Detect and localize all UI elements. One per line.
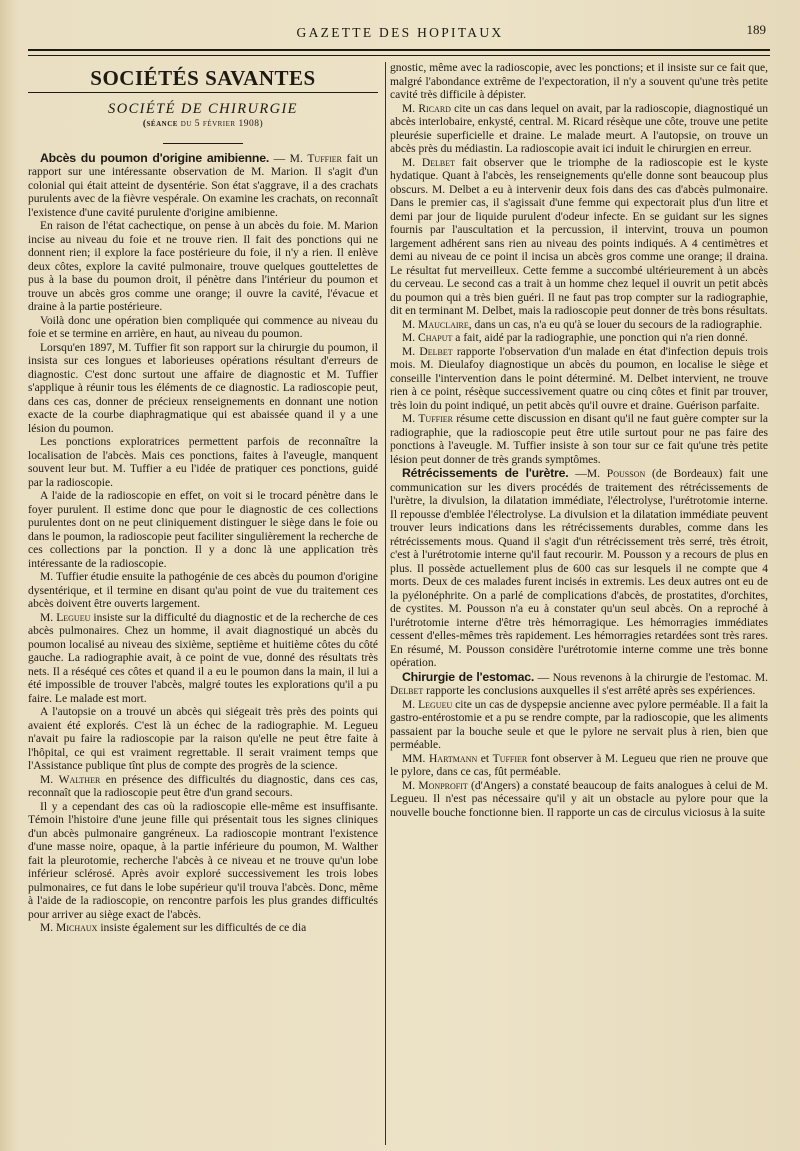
section-rule — [28, 92, 378, 93]
author-name: Mauclaire — [418, 318, 469, 331]
session-date-text: du 5 février 1908) — [180, 119, 264, 129]
paragraph — [28, 922, 378, 936]
author-name: Delbet — [421, 156, 456, 169]
paragraph-text: fait observer que le triomphe de la radioscopie est le kyste hydatique. Quant à l'abcès, les renseignements qu'elle donne sont beaucoup plus obscurs. M. Delbet a eu à intervenir deux fois dans des cas d'abcès pulmonaire. Dans le premier cas, il s'agissait d'une femme qui expectorait plus d'un litre et demi par jour de liquide purulent d'odeur infecte. En se guidant sur les signes fournis par l'auscultation et la percussion, il intervint, trouva un poumon largement adhérent sans rien au niveau des points indiqués. A 4 centimètres et demi au niveau de ce point il incisa un abcès gros comme une orange; il draina. Le résultat fut merveilleux. Cette femme a succombé ultérieurement à un abcès du cerveau. Le second cas a trait à un homme chez lequel il ouvrit un petit abcès du poumon qui a très bien guéri. Il ne faut pas trop compter sur la radiographie, dit en terminant M. Delbet, mais la radioscopie peut donner de très bons résultats. — [390, 156, 768, 317]
mister-prefix: MM. — [402, 752, 429, 765]
paragraph-text: rapporte l'observation d'un malade en état d'infection depuis trois mois. M. Dieulafoy diagnostique un abcès du poumon, en localise le siège et conseille l'intervention dans le point déterminé. M. Delbet intervient, ne trouve rien à ce point, résèque successivement quatre ou cinq côtes et finit par trouver, très loin du point indiqué, un petit abcès qu'il ouvre et draine. Guérison parfaite. — [390, 345, 768, 412]
paragraph-text: insiste sur la difficulté du diagnostic et de la recherche de ces abcès pulmonaires. Chez un homme, il avait diagnostiqué un abcès du poumon localisé au niveau des sixième, septième et huitième côtes du côté gauche. La radiographie avait, à ce point de vue, donné des résultats très nets. Il a réséqué ces côtes et quand il a eu le poumon dans la main, il lui a été impossible de trouver l'abcès, malgré toutes les explorations qu'il a pu faire. Le malade est mort. — [28, 611, 378, 705]
mister-prefix: M. — [402, 413, 419, 425]
column-divider — [385, 62, 386, 1145]
paragraph — [390, 346, 768, 414]
session-date — [28, 118, 378, 132]
paragraph — [390, 319, 768, 333]
author-name: Hartmann — [428, 752, 478, 765]
header-rule-thick — [28, 49, 770, 51]
paragraph-text: , dans un cas, n'a eu qu'à se louer du secours de la radiographie. — [468, 318, 763, 331]
heading-dash: —M. — [568, 468, 607, 480]
author-name: Walther — [58, 773, 101, 786]
right-column — [390, 62, 768, 1151]
paragraph-text: en présence des difficultés du diagnostic, dans ces cas, reconnaît que la radioscopie peut être d'un grand secours. — [28, 773, 378, 799]
paragraph-text: font observer à M. Legueu que rien ne prouve que le pylore, dans ce cas, fût perméable. — [390, 752, 768, 778]
mister-prefix: M. — [40, 611, 57, 624]
header-rule-thin — [28, 55, 770, 56]
mister-prefix: M. — [402, 102, 419, 115]
article-heading: Chirurgie de l'estomac. — [402, 669, 535, 684]
author-name: Chaput — [418, 332, 453, 344]
author-name: Ricard — [418, 102, 451, 115]
section-title: SOCIÉTÉS SAVANTES — [90, 66, 316, 90]
paragraph: A l'autopsie on a trouvé un abcès qui siégeait très près des points qui avaient été explorés. C'est là un échec de la radiographie. M. Legueu n'avait pu faire la radioscopie par la raison qu'elle ne peut être faite à l'hôpital, ce qui est vraiment regrettable. Il serait vraiment temps que l'Assistance publique tînt plus de compte des progrès de la science. — [28, 706, 378, 772]
mister-prefix: M. — [402, 345, 420, 358]
paragraph — [28, 612, 378, 707]
author-name: Tuffier — [418, 413, 453, 425]
paragraph-continued: gnostic, même avec la radioscopie, avec les ponctions; et il insiste sur ce fait que, malgré l'abondance extrême de l'expectoration, il n'y a souvent qu'une très petite cavité très difficile à dépister. — [390, 62, 768, 101]
journal-title: GAZETTE DES HOPITAUX — [296, 25, 504, 40]
author-name: Legueu — [418, 698, 453, 711]
mister-prefix: M. — [402, 156, 422, 169]
paragraph-text: fait un rapport sur une intéressante observation de M. Marion. Il s'agit d'un colonial qui était atteint de dysentérie. Son état s'aggrave, il a des crachats purulents avec de la fièvre vespérale. On examine les crachats, on reconnaît l'existence d'une cavité purulente d'origine amibienne. — [28, 152, 378, 219]
heading-dash: — M. — [269, 152, 308, 165]
paragraph — [390, 467, 768, 671]
session-label: (séance — [142, 119, 178, 129]
paragraph: Les ponctions exploratrices permettent parfois de reconnaître la localisation de l'abcès. Mais ces ponctions, faites à l'aveugle, manquent souvent leur but. M. Tuffier a eu l'idée de pratiquer ces ponctions, guidé par la radioscopie. — [28, 436, 378, 489]
session-rule — [163, 143, 243, 144]
mister-prefix: M. — [402, 332, 419, 344]
paragraph — [390, 699, 768, 753]
paragraph-text: rapporte les conclusions auxquelles il s'est arrêté après ses expériences. — [423, 685, 756, 697]
page-header — [30, 22, 770, 46]
paragraph-text: cite un cas dans lequel on avait, par la radioscopie, diagnostiqué un abcès interlobaire, enkysté, central. M. Ricard résèque une côte, trouve une petite pleurésie superficielle et draine. Le malade meurt. A l'autopsie, on trouve un abcès près du médiastin. La radioscopie avait ici induit le chirurgien en erreur. — [390, 102, 768, 155]
author-name: Pousson — [606, 468, 646, 480]
paragraph — [390, 780, 768, 821]
page-number: 189 — [746, 22, 766, 37]
mister-prefix: M. — [40, 773, 59, 786]
paragraph — [390, 671, 768, 699]
author-name: Delbet — [419, 345, 453, 358]
author-name: Tuffier — [492, 752, 528, 765]
author-name: Delbet — [390, 685, 424, 697]
paragraph — [390, 753, 768, 780]
left-column — [28, 62, 378, 1151]
mister-prefix: M. — [402, 318, 419, 331]
paragraph: A l'aide de la radioscopie en effet, on voit si le trocard pénètre dans le foyer purulent. Il estime donc que pour le diagnostic de ces collections purulentes dont on ne peut cliniquement distinguer le siège dans le foie ou dans le poumon, la radioscopie peut faciliter singulièrement la recherche de ces collections par la ponction. Il y a donc là une application très intéressante de la radioscopie. — [28, 490, 378, 570]
author-name: Legueu — [56, 611, 91, 624]
author-name: Monprofit — [418, 779, 468, 792]
paragraph: Il y a cependant des cas où la radioscopie elle-même est insuffisante. Témoin l'histoire d'une jeune fille qui présentait tous les signes cliniques d'un abcès pulmonaire gangréneux. La radioscopie montrant l'existence d'une masse noire, opaque, à la partie inférieure du poumon, M. Walther fait la pleurotomie, recherche l'abcès à ce niveau et ne trouve qu'un lobe inférieur sclérosé. Après avoir exploré successivement les trois lobes pulmonaires, ce fut dans le lobe supérieur qu'il trouva l'abcès. Donc, même à l'aide de la radioscopie, on rencontre parfois les plus grandes difficultés pour arriver au siège exact de l'abcès. — [28, 800, 378, 921]
paragraph: En raison de l'état cachectique, on pense à un abcès du foie. M. Marion incise au niveau du foie et ne trouve rien. Il fait des ponctions qui ne donnent rien; il explore la face postérieure du foie, il n'y a rien. Il enlève deux côtes, explore la cavité pulmonaire, trouve quelques gouttelettes de pus à la base du poumon droit, il pénètre dans l'intérieur du poumon et trouve un abcès gros comme une orange; il ouvre la cavité, l'évacue et draine à la partie postérieure. — [28, 220, 378, 313]
mister-prefix: M. — [402, 779, 419, 792]
paragraph — [390, 332, 768, 346]
paragraph-text: cite un cas de dyspepsie ancienne avec pylore perméable. Il a fait la gastro-entérostomie et a pu se rendre compte, par la radioscopie, que les aliments passaient par la bouche seule et que le pylore ne servait plus à rien, bien que perméable. — [390, 698, 768, 751]
paragraph — [390, 103, 768, 157]
paragraph: M. Tuffier étudie ensuite la pathogénie de ces abcès du poumon d'origine dysentérique, et il termine en disant qu'au point de vue du traitement ces abcès doivent être ouverts largement. — [28, 571, 378, 610]
paragraph-text: résume cette discussion en disant qu'il ne faut guère compter sur la radiographie, que la radioscopie peut être utile surtout pour ne pas faire des ponctions à l'aveugle. M. Tuffier insiste à son tour sur ce fait qu'une très petite lésion peut donner de très grands symptômes. — [390, 413, 768, 466]
paragraph: Voilà donc une opération bien compliquée qui commence au niveau du foie et se termine en arrière, en haut, au niveau du poumon. — [28, 314, 378, 340]
heading-dash: — Nous revenons à la chirurgie de l'estomac. M. — [534, 671, 768, 684]
author-name: Michaux — [56, 922, 98, 934]
paragraph — [28, 152, 378, 221]
paragraph-text: a fait, aidé par la radiographie, une ponction qui n'a rien donné. — [452, 332, 748, 344]
paragraph-text: (de Bordeaux) fait une communication sur les divers procédés de traitement des rétrécissements de l'urètre, la divulsion, la dilatation immédiate, l'électrolyse, l'urétrotomie interne. Il repousse d'emblée l'électrolyse. La divulsion et la dilatation immédiate peuvent trouver leurs indications dans les rétrécissements durables, comme dans les rétrécissements mous. Quand il s'agit d'un rétrécissement très serré, très étroit, c'est à l'urétrotomie interne qu'il faut recourir. M. Pousson y a recours de plus en plus. Il possède actuellement plus de 600 cas sur lesquels il ne compte que 4 morts. Deux de ces malades furent incisés in extremis. Les deux autres ont eu de la pyélonéphrite. On a parlé de complications d'abcès, de prostatites, d'orchites, de cystites. M. Pousson n'a eu à constater qu'un seul abcès. On a reproché à l'urétrotomie interne d'être très hémorragique. Les hémorragies immédiates cessent d'elles-mêmes très rapidement. Les hémorragies retardées sont très rares. En résumé, M. Pousson considère l'urétrotomie interne comme une très bonne opération. — [390, 468, 768, 669]
paragraph: Lorsqu'en 1897, M. Tuffier fit son rapport sur la chirurgie du poumon, il insista sur ces longues et laborieuses opérations résultant d'erreurs de diagnostic. C'est donc surtout une affaire de diagnostic et M. Tuffier s'applique à réunir tous les éléments de ce diagnostic. La radioscopie peut, dans ces cas, donner de précieux renseignements en donnant une notion exacte de la courbe diaphragmatique qui est abaissée quand il y a une lésion du poumon. — [28, 341, 378, 435]
mister-prefix: M. — [40, 922, 57, 934]
society-title: SOCIÉTÉ DE CHIRURGIE — [108, 100, 298, 117]
mister-prefix: M. — [402, 698, 419, 711]
article-heading: Rétrécissements de l'urètre. — [402, 466, 569, 480]
paragraph — [390, 413, 768, 467]
article-heading: Abcès du poumon d'origine amibienne. — [40, 150, 270, 165]
author-name: Tuffier — [307, 152, 342, 165]
paragraph — [390, 157, 768, 319]
paragraph-text: insiste également sur les difficultés de ce dia — [97, 922, 307, 934]
paragraph — [28, 774, 378, 801]
conjunction: et — [477, 752, 493, 765]
paragraph-text: (d'Angers) a constaté beaucoup de faits analogues à celui de M. Legueu. Il n'est pas nécessaire qu'il y ait un obstacle au pylore pour que la nouvelle bouche fonctionne bien. Il rapporte un cas de circulus viciosus à la suite — [390, 779, 768, 819]
